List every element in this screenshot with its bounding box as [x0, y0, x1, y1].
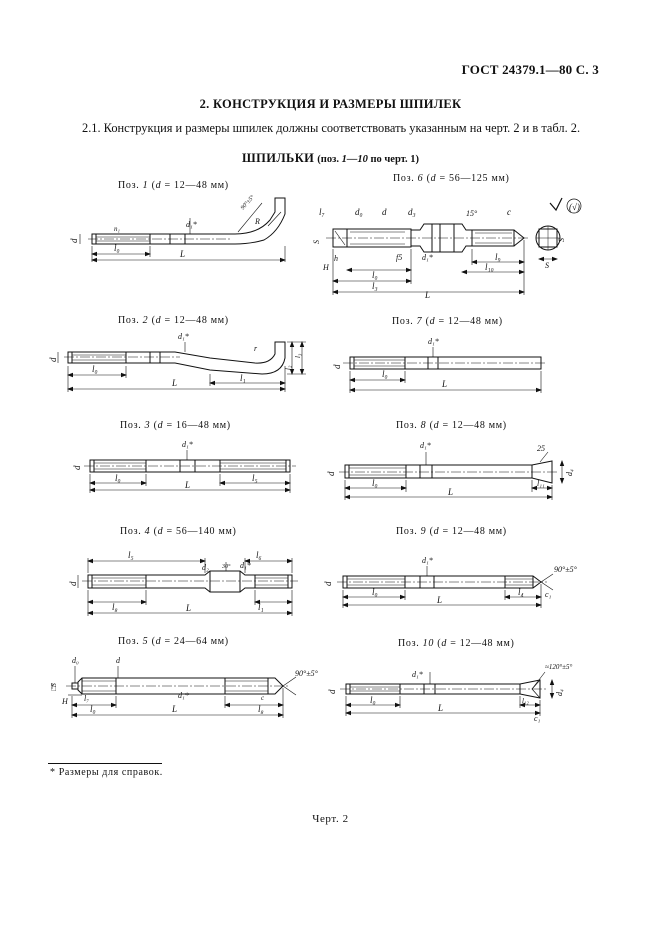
- label-pos9-l0: l₀: [372, 587, 378, 597]
- label-pos4-d: d: [68, 581, 78, 586]
- label-pos4-l5: l₅: [128, 550, 134, 560]
- footnote: * Размеры для справок.: [50, 767, 163, 778]
- label-pos2-l1: l₁: [240, 373, 246, 383]
- label-pos7-l0: l₀: [382, 369, 388, 379]
- label-pos4-l8: l₈: [112, 602, 118, 612]
- label-pos6-d: d: [382, 207, 387, 217]
- label-pos6-h: h: [334, 254, 338, 263]
- figure-caption: Черт. 2: [312, 813, 349, 825]
- paragraph-2-1: 2.1. Конструкция и размеры шпилек должны соответствовать указанным на черт. 2 и в табл. 2.: [82, 121, 581, 135]
- caption-pos-1: Поз. 1 (d = 12—48 мм): [118, 180, 229, 191]
- section-title: 2. КОНСТРУКЦИЯ И РАЗМЕРЫ ШПИЛЕК: [199, 97, 462, 111]
- label-pos2-l0: l₀: [92, 364, 98, 374]
- label-pos10-l0: l₀: [370, 695, 376, 705]
- page-header: ГОСТ 24379.1—80 С. 3: [461, 62, 599, 77]
- label-pos4-d1: d₁*: [240, 561, 251, 570]
- label-pos8-d: d: [326, 471, 336, 476]
- label-pos1-d: d: [69, 238, 79, 243]
- subtitle-main: ШПИЛЬКИ: [241, 151, 315, 165]
- label-pos9-d1: d₁*: [422, 556, 433, 565]
- label-pos8-l0: l₀: [372, 478, 378, 488]
- label-pos1-L: L: [180, 249, 186, 259]
- caption-pos-2: Поз. 2 (d = 12—48 мм): [118, 315, 229, 326]
- label-pos4-l6: l₆: [256, 550, 262, 560]
- label-pos1-R: R: [255, 217, 260, 226]
- label-pos2-d1: d₁*: [178, 332, 189, 341]
- label-pos4-L: L: [186, 603, 192, 613]
- label-pos9-l4: l₄: [518, 587, 524, 597]
- label-pos6-l10: l₁₀: [485, 262, 494, 272]
- label-pos10-L: L: [438, 703, 444, 713]
- label-pos9-deg90: 90°±5°: [554, 565, 577, 574]
- label-pos8-d4: d₄: [565, 469, 574, 476]
- label-pos8-d1: d₁*: [420, 441, 431, 450]
- label-pos10-l12: l₁₂: [522, 697, 529, 705]
- label-pos10-deg120: ≈120°±5°: [545, 663, 573, 671]
- label-pos7-d: d: [332, 364, 342, 369]
- label-pos6-d3: d₃: [408, 207, 416, 217]
- label-pos5-d0: d₀: [72, 656, 79, 665]
- label-pos3-l0: l₀: [115, 473, 121, 483]
- label-pos4-deg30: 30°: [222, 564, 231, 570]
- label-pos2-d: d: [48, 357, 58, 362]
- label-pos4-d2: d₂: [202, 563, 209, 572]
- label-pos5-l0: l₀: [90, 704, 96, 714]
- label-pos5-l8: l₈: [258, 704, 264, 714]
- label-pos7-L: L: [442, 379, 448, 389]
- label-pos9-L: L: [437, 595, 443, 605]
- label-pos9-d: d: [323, 581, 333, 586]
- label-pos3-d1: d₁*: [182, 440, 193, 449]
- label-pos6-S3: S: [557, 238, 566, 242]
- label-pos5-c: c: [261, 694, 265, 702]
- drawing-pos-6: [326, 198, 581, 295]
- label-pos5-d: d: [116, 656, 120, 665]
- subtitle-rest: по черт. 1): [367, 154, 420, 165]
- label-pos6-c: c: [507, 207, 511, 217]
- caption-pos-8: Поз. 8 (d = 12—48 мм): [396, 420, 507, 431]
- label-pos6-d0: d₀: [355, 207, 363, 217]
- label-pos6-check: (√): [569, 202, 580, 212]
- label-pos6-d1: d₁*: [422, 253, 433, 262]
- label-pos10-d: d: [327, 689, 337, 694]
- label-pos3-d: d: [72, 465, 82, 470]
- label-pos5-H: H: [62, 697, 68, 706]
- label-pos6-S: S: [312, 240, 321, 244]
- label-pos3-l5: l₅: [252, 473, 258, 483]
- caption-pos-4: Поз. 4 (d = 56—140 мм): [120, 526, 237, 537]
- footnote-rule: [48, 763, 162, 764]
- subtitle-range: 1—10: [341, 154, 368, 165]
- label-pos4-l1: l₁: [258, 602, 264, 612]
- label-pos8-L: L: [448, 487, 454, 497]
- caption-pos-6: Поз. 6 (d = 56—125 мм): [393, 173, 510, 184]
- label-pos6-H: H: [323, 263, 329, 272]
- label-pos5-deg90: 90°±5°: [295, 669, 318, 678]
- label-pos1-d1: d₁*: [186, 220, 197, 229]
- label-pos1-n1: n₁: [114, 225, 120, 233]
- label-pos5-square: □S: [50, 683, 58, 691]
- label-pos1-deg90: 90°±5°: [240, 194, 256, 212]
- caption-pos-7: Поз. 7 (d = 12—48 мм): [392, 316, 503, 327]
- label-pos2-l3: l₃: [294, 353, 302, 358]
- label-pos5-d1: d₁*: [178, 691, 189, 700]
- caption-pos-10: Поз. 10 (d = 12—48 мм): [398, 638, 515, 649]
- label-pos5-l7: l₇: [84, 694, 90, 703]
- label-pos1-l0: l₀: [114, 243, 120, 253]
- label-pos6-l7: l₇: [319, 207, 325, 217]
- label-pos6-f5: f5: [396, 253, 403, 262]
- label-pos10-d4: d₄: [555, 689, 564, 696]
- drawing-pos-10: [340, 672, 552, 716]
- caption-pos-9: Поз. 9 (d = 12—48 мм): [396, 526, 507, 537]
- label-pos8-deg25: 25: [537, 444, 545, 453]
- label-pos6-deg15: 15°: [466, 209, 478, 218]
- label-pos6-l9: l₉: [495, 252, 501, 262]
- caption-pos-5: Поз. 5 (d = 24—64 мм): [118, 636, 229, 647]
- label-pos10-c1: c₁: [534, 714, 541, 723]
- label-pos8-l11: l₁₁: [537, 479, 545, 488]
- label-pos2-L: L: [172, 378, 178, 388]
- label-pos7-d1: d₁*: [428, 337, 439, 346]
- label-pos2-l2: l₂: [284, 365, 292, 370]
- label-pos6-l3: l₃: [372, 281, 378, 291]
- caption-pos-3: Поз. 3 (d = 16—48 мм): [120, 420, 231, 431]
- label-pos6-S2: S: [545, 261, 549, 270]
- label-pos9-c1: c₁: [545, 590, 552, 599]
- label-pos6-l0: l₀: [372, 270, 378, 280]
- label-pos2-r: r: [254, 344, 258, 353]
- label-pos10-d1: d₁*: [412, 670, 423, 679]
- subtitle-open: (поз.: [317, 154, 342, 165]
- label-pos3-L: L: [185, 480, 191, 490]
- label-pos5-L: L: [172, 704, 178, 714]
- label-pos6-L: L: [425, 290, 431, 300]
